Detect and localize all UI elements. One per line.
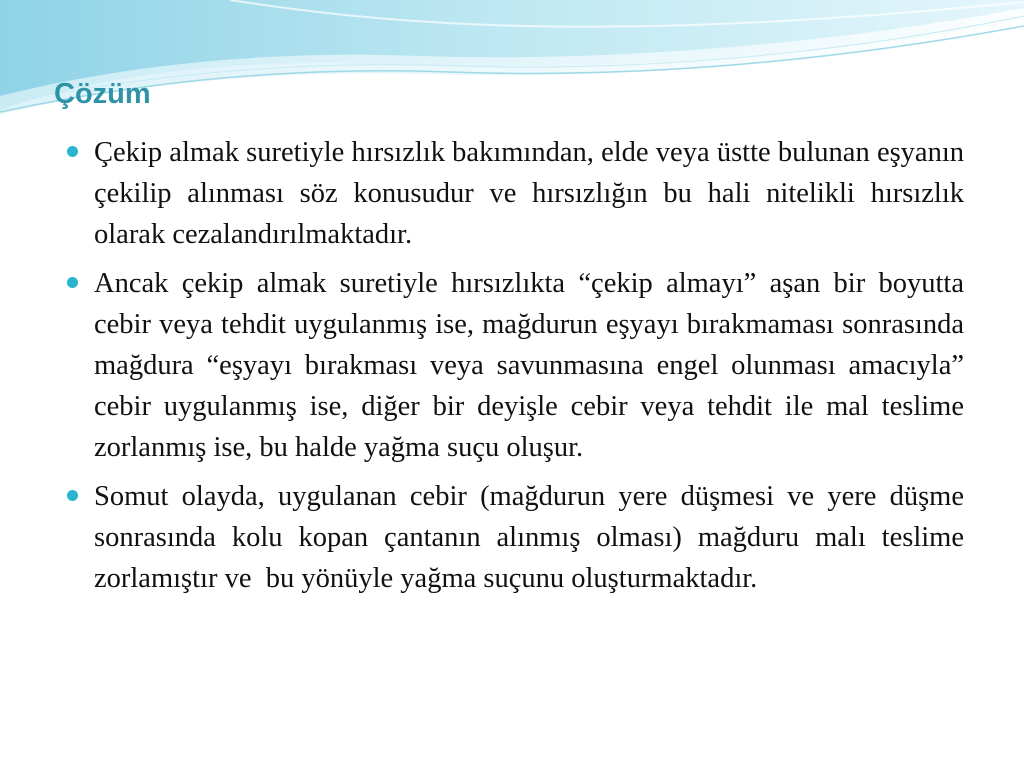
bullet-dot-icon [67,490,78,501]
bullet-item [64,132,972,255]
bullet-text: Çekip almak suretiyle hırsızlık bakımından, elde veya üstte bulunan eşyanın çekilip alınması söz konusudur ve hırsızlığın bu hali nitelikli hırsızlık olarak cezalandırılmaktadır. [94,137,972,250]
wave-band-back [0,0,1024,110]
header-wave-decoration [0,0,1024,120]
slide-title: Çözüm [54,78,151,110]
bullet-item [64,263,972,468]
bullet-dot-icon [67,277,78,288]
bullet-text: Somut olayda, uygulanan cebir (mağdurun yere düşmesi ve yere düşme sonrasında kolu kopan çantanın alınmış olması) mağduru malı teslime zorlamıştır ve bu yönüyle yağma suçunu oluşturmaktadır. [94,481,972,594]
bullet-dot-icon [67,146,78,157]
bullet-item [64,476,972,599]
bullet-list [64,132,972,607]
bullet-text: Ancak çekip almak suretiyle hırsızlıkta “çekip almayı” aşan bir boyutta cebir veya tehdit uygulanmış ise, mağdurun eşyayı bırakmaması sonrasında mağdura “eşyayı bırakması veya savunmasına engel olunması amacıyla” cebir uygulanmış ise, diğer bir deyişle cebir veya tehdit ile mal teslime zorlanmış ise, bu halde yağma suçu oluşur. [94,268,972,463]
